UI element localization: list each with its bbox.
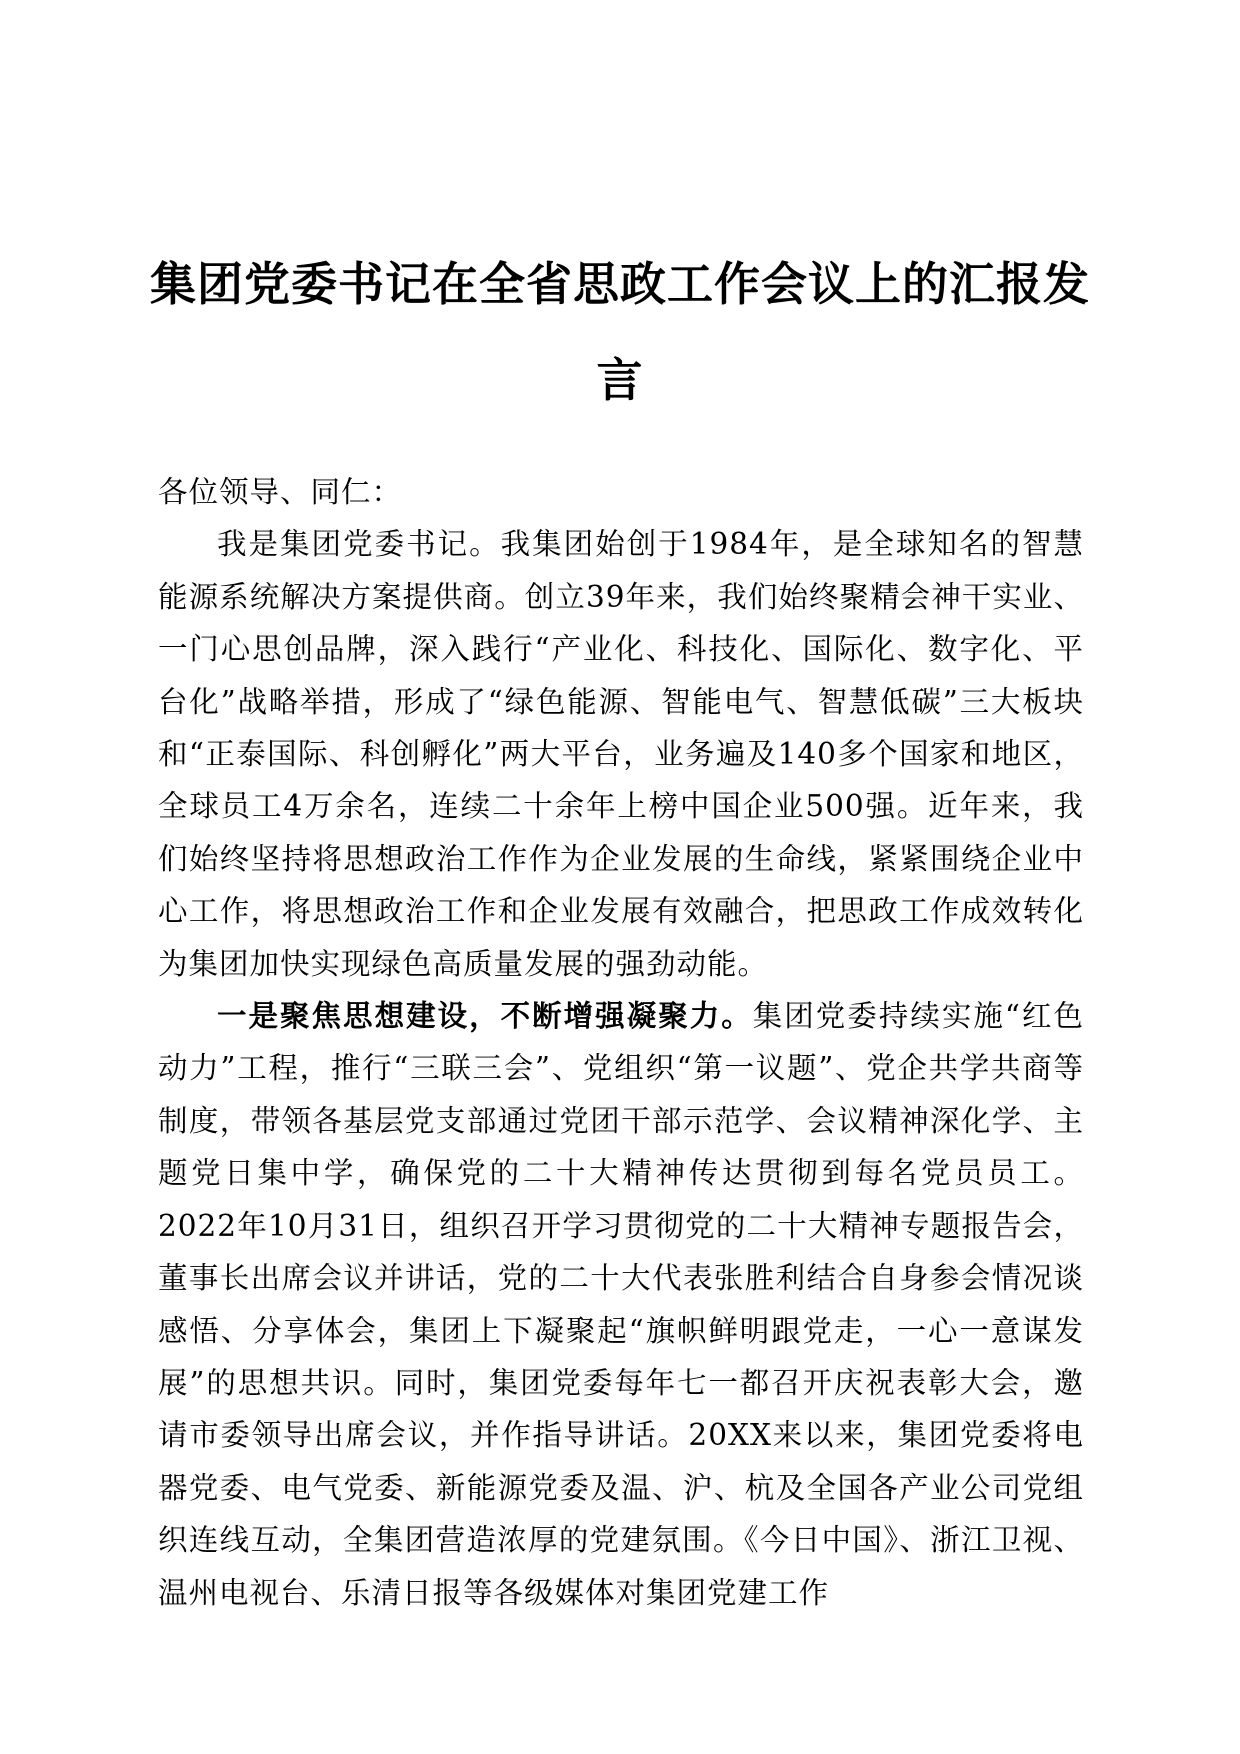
document-body [158,466,1084,1619]
paragraph-lead-heading: 一是聚焦思想建设，不断增强凝聚力。 [217,998,753,1034]
paragraph-intro: 我是集团党委书记。我集团始创于1984年，是全球知名的智慧能源系统解决方案提供商。创立39年来，我们始终聚精会神干实业、一门心思创品牌，深入践行“产业化、科技化、国际化、数字化、平台化”战略举措，形成了“绿色能源、智能电气、智慧低碳”三大板块和“正泰国际、科创孵化”两大平台，业务遍及140多个国家和地区，全球员工4万余名，连续二十余年上榜中国企业500强。近年来，我们始终坚持将思想政治工作作为企业发展的生命线，紧紧围绕企业中心工作，将思想政治工作和企业发展有效融合，把思政工作成效转化为集团加快实现绿色高质量发展的强劲动能。 [158,527,1084,981]
document-title: 集团党委书记在全省思政工作会议上的汇报发言 [150,257,1090,407]
salutation: 各位领导、同仁： [158,475,403,509]
paragraph-thought-building [158,990,1084,1619]
paragraph-body-text: 集团党委持续实施“红色动力”工程，推行“三联三会”、党组织“第一议题”、党企共学共商等制度，带领各基层党支部通过党团干部示范学、会议精神深化学、主题党日集中学，确保党的二十大精神传达贯彻到每名党员员工。2022年10月31日，组织召开学习贯彻党的二十大精神专题报告会，董事长出席会议并讲话，党的二十大代表张胜利结合自身参会情况谈感悟、分享体会，集团上下凝聚起“旗帜鲜明跟党走，一心一意谋发展”的思想共识。同时，集团党委每年七一都召开庆祝表彰大会，邀请市委领导出席会议，并作指导讲话。20XX来以来，集团党委将电器党委、电气党委、新能源党委及温、沪、杭及全国各产业公司党组织连线互动，全集团营造浓厚的党建氛围。《今日中国》、浙江卫视、温州电视台、乐清日报等各级媒体对集团党建工作 [158,999,1084,1610]
